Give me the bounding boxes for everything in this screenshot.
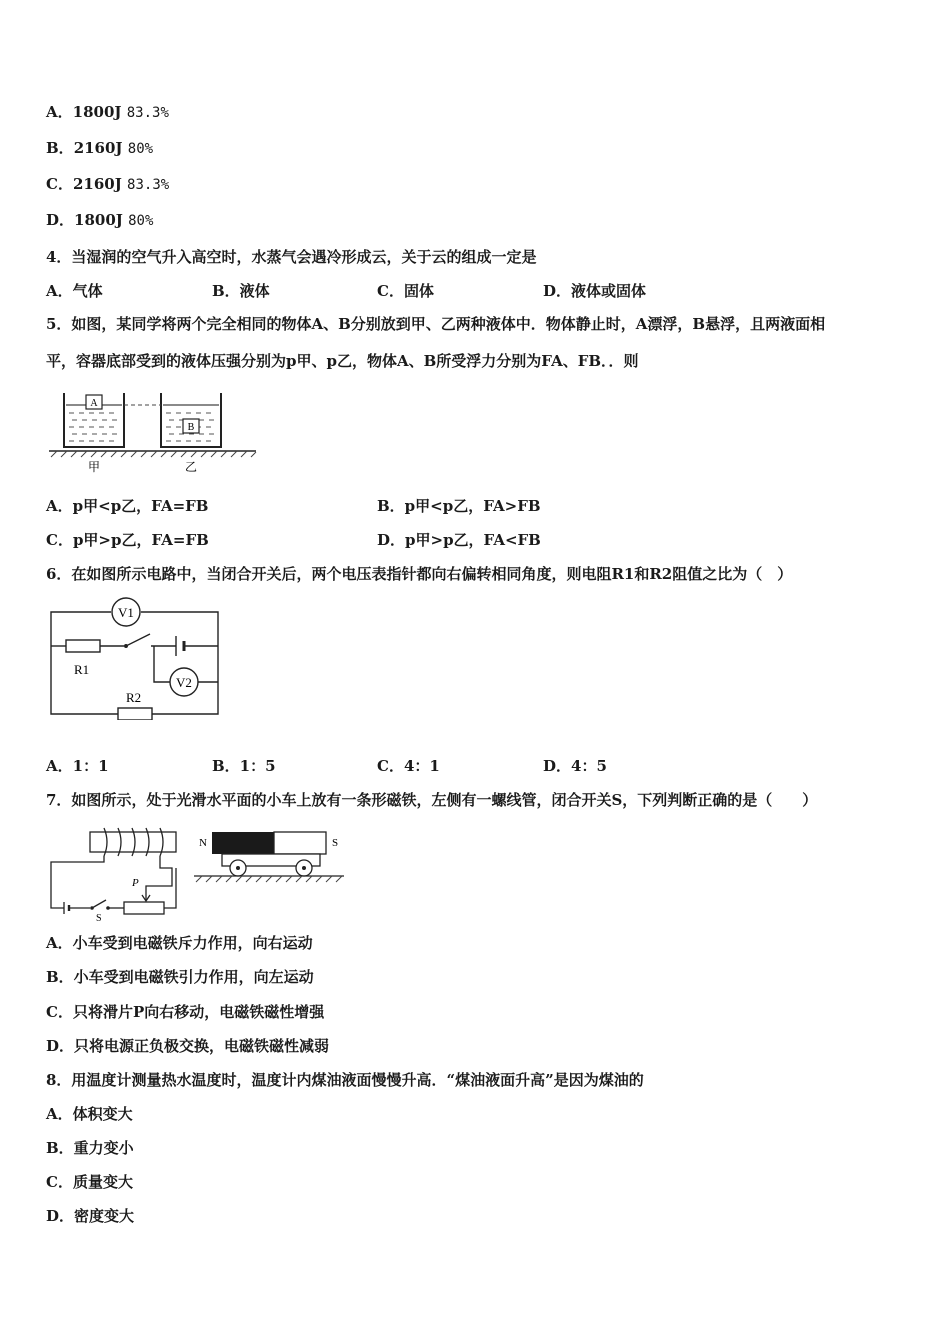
q6-circuit-figure [46, 594, 224, 720]
q6-option-d: D．4：5 [543, 757, 607, 775]
label-yi: 乙 [184, 460, 198, 474]
resistor-r1 [66, 640, 100, 652]
q3-option-d: D．1800J 80% [46, 211, 154, 229]
q8-option-b: B．重力变小 [46, 1139, 134, 1157]
north-label: N [199, 837, 207, 849]
q5-figure [46, 385, 261, 477]
block-b-label: B [187, 422, 195, 433]
slider-label: P [132, 877, 139, 889]
q4-option-c: C．固体 [377, 282, 434, 300]
resistor-r2 [118, 708, 152, 720]
q8-option-d: D．密度变大 [46, 1207, 135, 1225]
q7-option-c: C．只将滑片P向右移动，电磁铁磁性增强 [46, 1003, 325, 1021]
q4-option-d: D．液体或固体 [543, 282, 647, 300]
south-label: S [332, 837, 339, 849]
q7-figure [46, 822, 346, 922]
q4-stem: 4．当湿润的空气升入高空时，水蒸气会遇冷形成云，关于云的组成一定是 [46, 248, 537, 266]
q6-stem: 6．在如图所示电路中，当闭合开关后，两个电压表指针都向右偏转相同角度，则电阻R1和R2阻值之比为（ ） [46, 565, 793, 583]
v2-label: V2 [176, 675, 192, 690]
q3-option-a: A．1800J 83.3% [46, 103, 169, 121]
magnet-south [274, 832, 326, 854]
q5-stem-line1: 5．如图，某同学将两个完全相同的物体A、B分别放到甲、乙两种液体中．物体静止时，A漂浮，B悬浮，且两液面相 [46, 315, 826, 333]
r1-label: R1 [74, 662, 90, 677]
q4-option-a: A．气体 [46, 282, 103, 300]
q5-option-b: B．p甲<p乙，FA>FB [377, 497, 541, 515]
q7-option-a: A．小车受到电磁铁斥力作用，向右运动 [46, 934, 313, 952]
q7-stem: 7．如图所示，处于光滑水平面的小车上放有一条形磁铁，左侧有一螺线管，闭合开关S，下列判断正确的是（ ） [46, 791, 818, 809]
q6-option-c: C．4：1 [377, 757, 440, 775]
q3-option-c: C．2160J 83.3% [46, 175, 170, 193]
q8-option-a: A．体积变大 [46, 1105, 133, 1123]
magnet-north [212, 832, 274, 854]
q5-option-a: A．p甲<p乙，FA=FB [46, 497, 209, 515]
v1-label: V1 [118, 605, 134, 620]
q7-option-d: D．只将电源正负极交换，电磁铁磁性减弱 [46, 1037, 330, 1055]
label-jia: 甲 [87, 460, 101, 474]
q3-option-b: B．2160J 80% [46, 139, 154, 157]
rheostat [124, 902, 164, 914]
q4-option-b: B．液体 [212, 282, 270, 300]
q5-option-d: D．p甲>p乙，FA<FB [377, 531, 541, 549]
q8-option-c: C．质量变大 [46, 1173, 133, 1191]
q7-option-b: B．小车受到电磁铁引力作用，向左运动 [46, 968, 314, 986]
q8-stem: 8．用温度计测量热水温度时，温度计内煤油液面慢慢升高．“煤油液面升高”是因为煤油的 [46, 1071, 644, 1089]
q6-option-a: A．1：1 [46, 757, 109, 775]
switch-label: S [96, 913, 102, 922]
q6-option-b: B．1：5 [212, 757, 276, 775]
block-a-label: A [90, 398, 98, 409]
q5-option-c: C．p甲>p乙，FA=FB [46, 531, 209, 549]
r2-label: R2 [126, 690, 142, 705]
q5-stem-line2: 平，容器底部受到的液体压强分别为p甲、p乙，物体A、B所受浮力分别为FA、FB．．则 [46, 352, 639, 370]
